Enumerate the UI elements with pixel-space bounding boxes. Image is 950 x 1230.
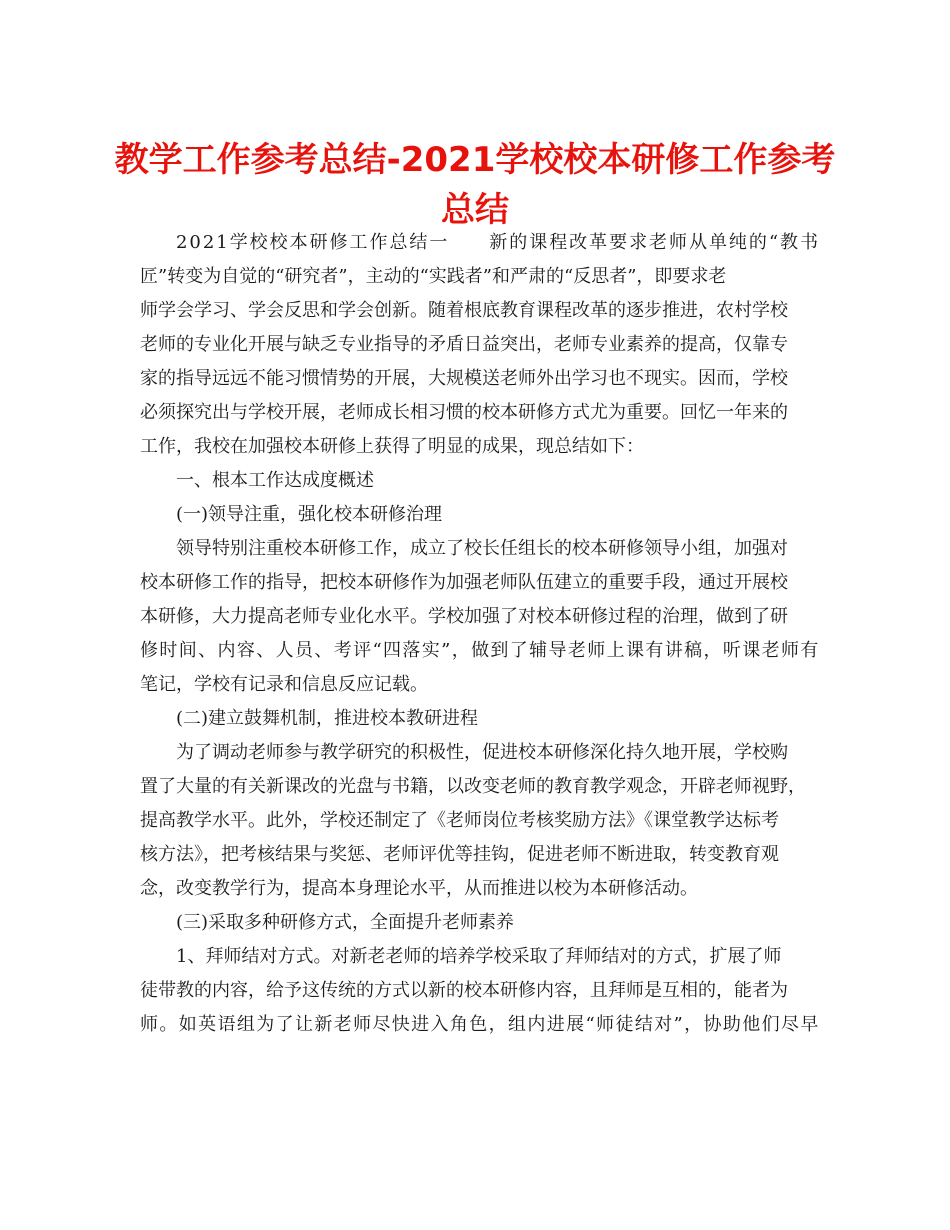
document-title-line-1: 教学工作参考总结-2021学校校本研修工作参考 [114,140,836,180]
subsection-heading-1: (一)领导注重，强化校本研修治理 [176,504,443,525]
body-line-16: 为了调动老师参与教学研究的积极性，促进校本研修深化持久地开展，学校购 [176,742,788,763]
body-line-4: 老师的专业化开展与缺乏专业指导的矛盾日益突出，老师专业素养的提高，仅靠专 [140,334,788,355]
section-heading-1: 一、根本工作达成度概述 [176,470,374,491]
body-line-19: 核方法》，把考核结果与奖惩、老师评优等挂钩，促进老师不断进取，转变教育观 [140,844,779,865]
subsection-heading-3: (三)采取多种研修方式，全面提升老师素养 [176,912,515,933]
body-line-10: 领导特别注重校本研修工作，成立了校长任组长的校本研修领导小组，加强对 [176,538,788,559]
body-line-22: 1、拜师结对方式。对新老老师的培养学校采取了拜师结对的方式，扩展了师 [176,946,782,967]
body-line-20: 念，改变教学行为，提高本身理论水平，从而推进以校为本研修活动。 [140,878,698,899]
body-line-1: 2021学校校本研修工作总结一 新的课程改革要求老师从单纯的“教书 [176,232,820,253]
body-line-3: 师学会学习、学会反思和学会创新。随着根底教育课程改革的逐步推进，农村学校 [140,300,788,321]
body-line-17: 置了大量的有关新课改的光盘与书籍，以改变老师的教育教学观念，开辟老师视野， [140,776,806,797]
body-line-12: 本研修，大力提高老师专业化水平。学校加强了对校本研修过程的治理，做到了研 [140,606,788,627]
document-title-line-2: 总结 [441,190,509,230]
body-line-11: 校本研修工作的指导，把校本研修作为加强老师队伍建立的重要手段，通过开展校 [140,572,788,593]
subsection-heading-2: (二)建立鼓舞机制，推进校本教研进程 [176,708,479,729]
body-line-7: 工作，我校在加强校本研修上获得了明显的成果，现总结如下： [140,436,644,457]
body-line-2: 匠”转变为自觉的“研究者”，主动的“实践者”和严肃的“反思者”，即要求老 [140,266,727,287]
body-line-18: 提高教学水平。此外，学校还制定了《老师岗位考核奖励方法》《课堂教学达标考 [140,810,779,831]
body-line-24: 师。如英语组为了让新老师尽快进入角色，组内进展“师徒结对”，协助他们尽早 [140,1014,820,1035]
body-line-14: 笔记，学校有记录和信息反应记载。 [140,674,428,695]
body-line-23: 徒带教的内容，给予这传统的方式以新的校本研修内容，且拜师是互相的，能者为 [140,980,788,1001]
body-line-6: 必须探究出与学校开展，老师成长相习惯的校本研修方式尤为重要。回忆一年来的 [140,402,788,423]
body-line-5: 家的指导远远不能习惯情势的开展，大规模送老师外出学习也不现实。因而，学校 [140,368,788,389]
body-line-13: 修时间、内容、人员、考评“四落实”，做到了辅导老师上课有讲稿，听课老师有 [140,640,820,661]
